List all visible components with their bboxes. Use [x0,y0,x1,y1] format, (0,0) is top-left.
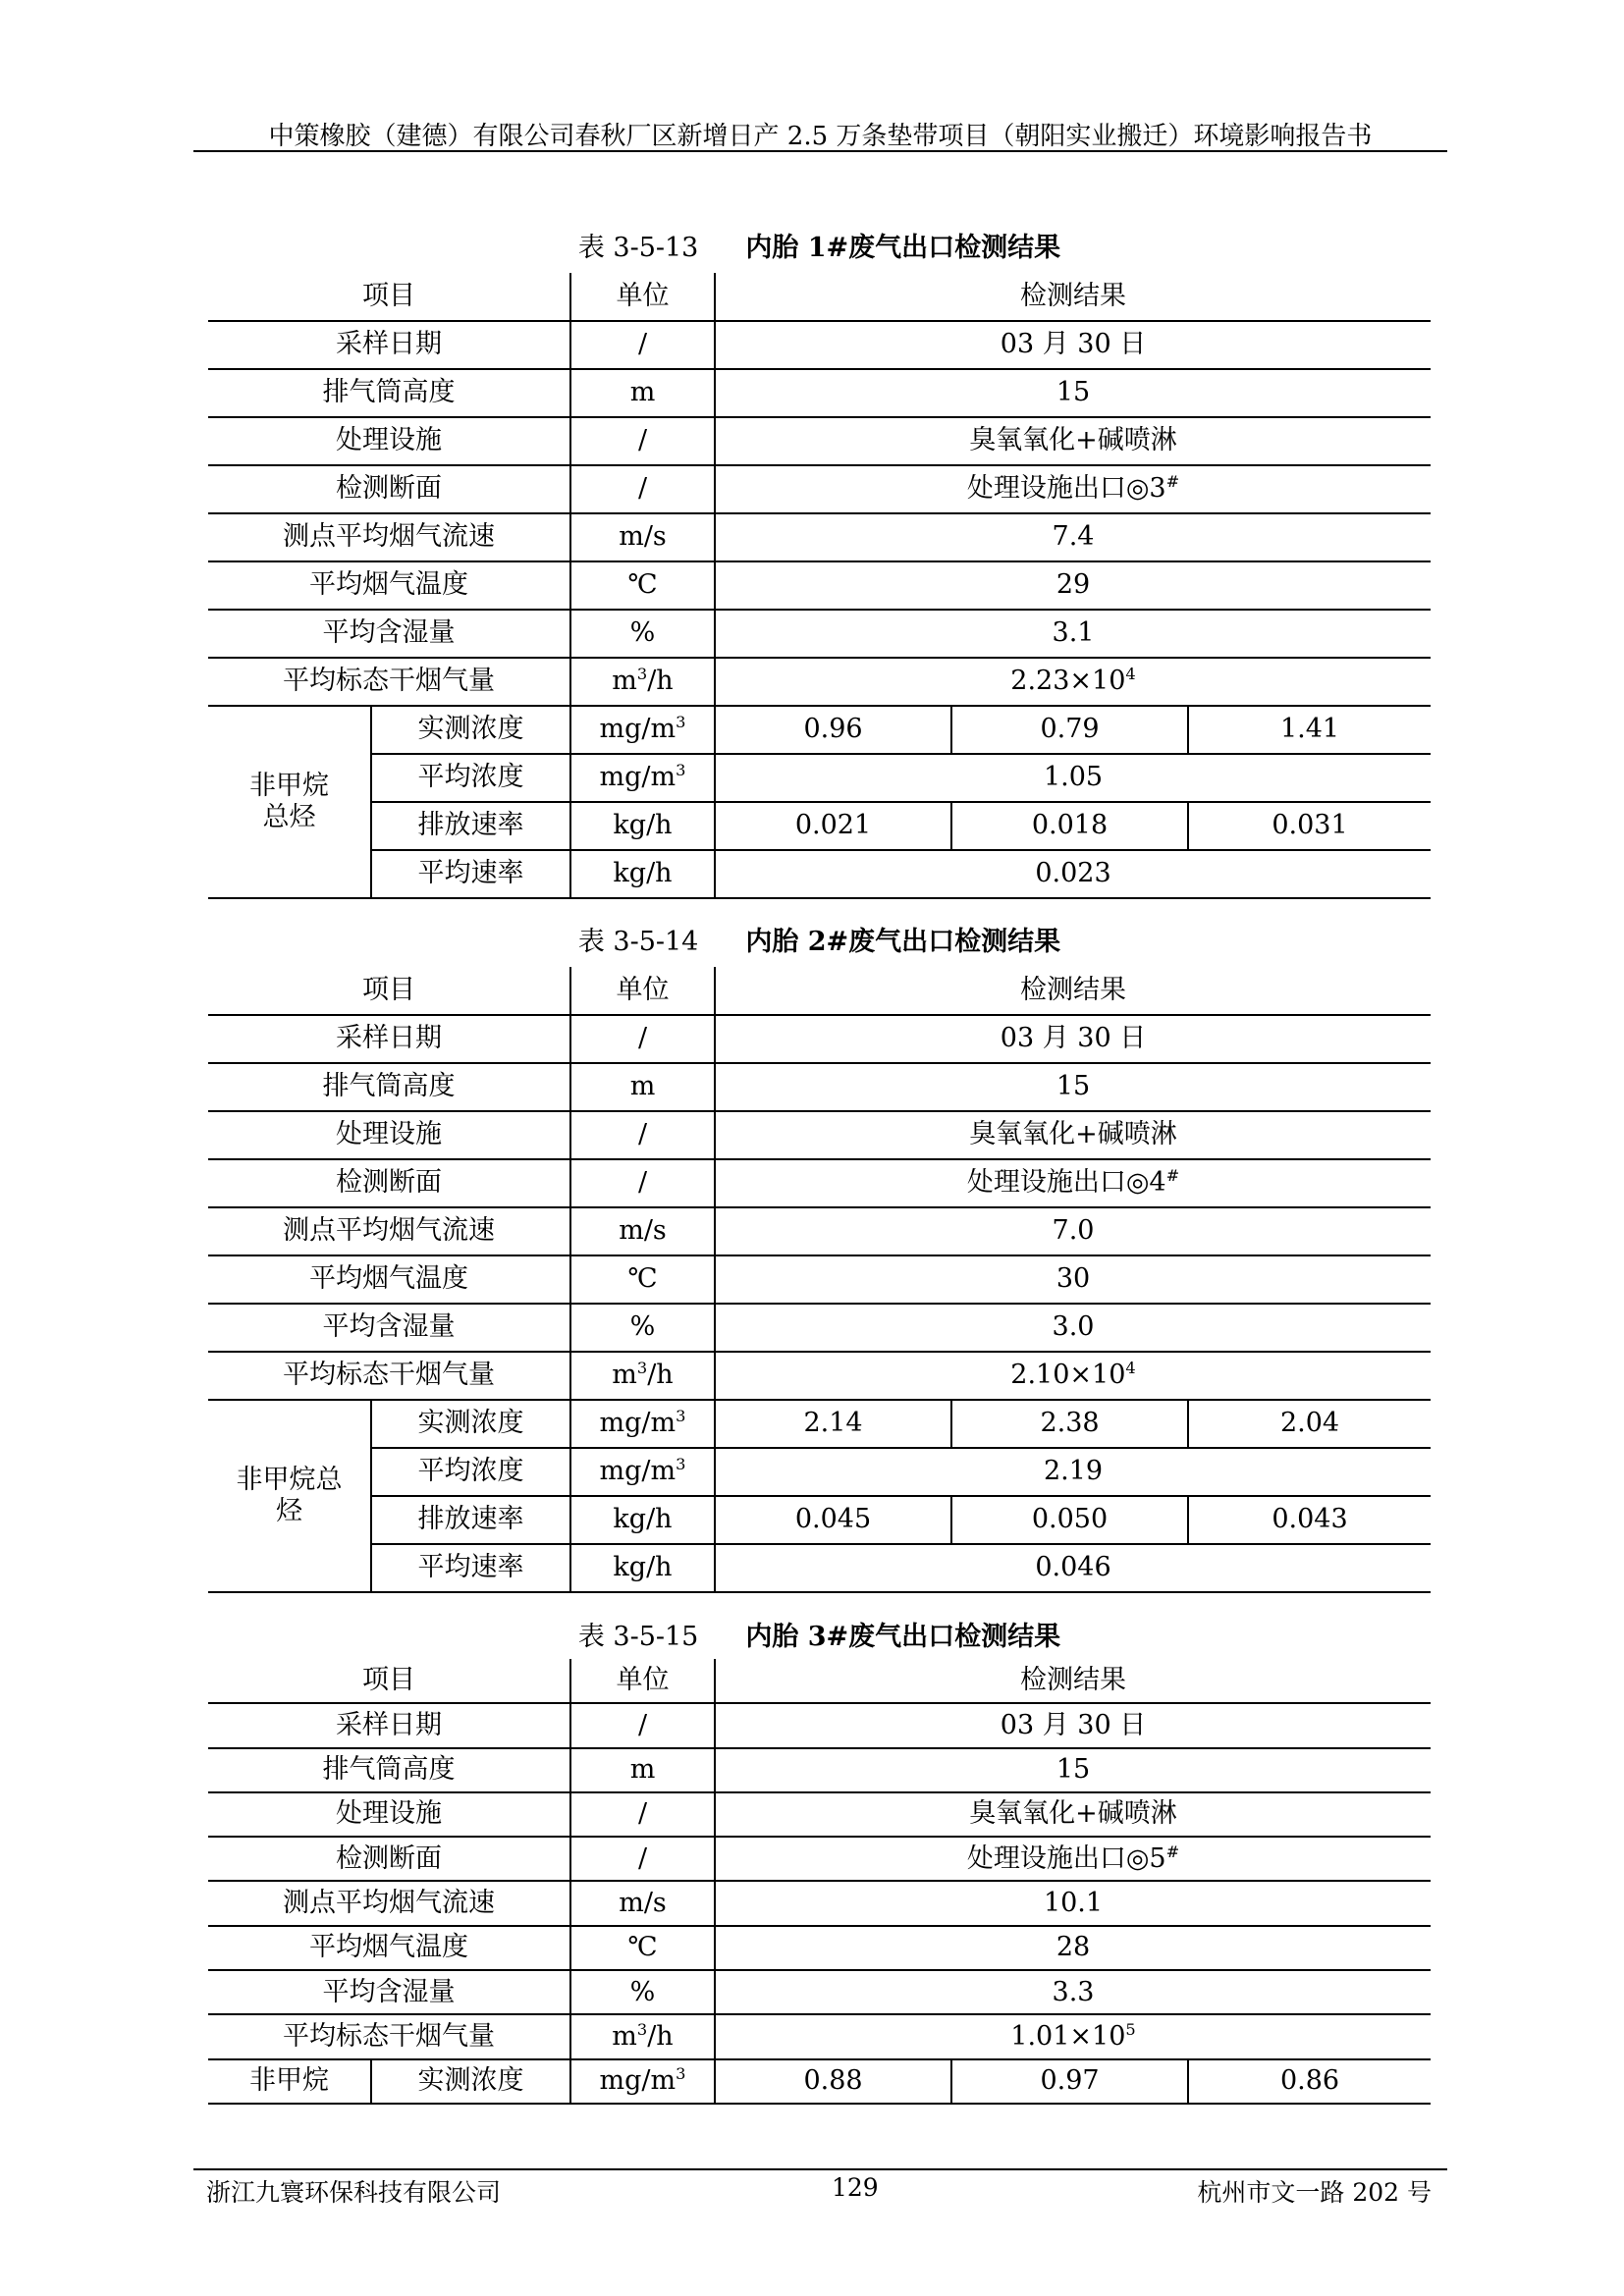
pollutant-name: 非甲烷 总烃 [208,706,371,898]
row-item: 平均含湿量 [208,1970,570,2014]
row-unit: / [570,321,715,369]
row-unit: m [570,1063,715,1111]
pollutant-value: 0.023 [715,850,1431,898]
pollutant-sample-value: 0.018 [951,802,1188,850]
pollutant-row [208,2059,1431,2104]
pollutant-sample-value: 0.86 [1188,2059,1431,2104]
footer-company: 浙江九寰环保科技有限公司 [206,2178,502,2207]
pollutant-sample-value: 2.04 [1188,1400,1431,1448]
pollutant-sample-value: 0.050 [951,1496,1188,1544]
pollutant-sample-value: 2.14 [715,1400,951,1448]
table-row [208,1015,1431,1063]
pollutant-metric: 平均速率 [371,1544,570,1592]
pollutant-row [208,850,1431,898]
table-row [208,1881,1431,1925]
pollutant-value: 0.046 [715,1544,1431,1592]
row-value: 处理设施出口◎5# [715,1837,1431,1881]
row-item: 平均含湿量 [208,1304,570,1352]
row-unit: ℃ [570,1926,715,1970]
column-header-unit: 单位 [570,1659,715,1703]
row-value: 15 [715,369,1431,417]
row-value: 臭氧氧化+碱喷淋 [715,417,1431,465]
footer-page-number: 129 [832,2173,879,2202]
results-table [208,1659,1431,2105]
pollutant-sample-value: 0.021 [715,802,951,850]
pollutant-metric: 实测浓度 [371,706,570,754]
table-row [208,561,1431,610]
row-value: 臭氧氧化+碱喷淋 [715,1111,1431,1159]
table-row [208,1255,1431,1304]
table-row [208,610,1431,658]
pollutant-metric: 实测浓度 [371,1400,570,1448]
row-item: 采样日期 [208,1015,570,1063]
pollutant-metric: 平均速率 [371,850,570,898]
pollutant-unit: $mg/m^3$ [570,2059,715,2104]
pollutant-row [208,754,1431,802]
pollutant-unit: kg/h [570,802,715,850]
row-item: 平均烟气温度 [208,1926,570,1970]
pollutant-metric: 排放速率 [371,1496,570,1544]
table-number: 表 3-5-13 [577,233,699,263]
row-unit: / [570,1703,715,1747]
row-unit: % [570,1304,715,1352]
table-row [208,321,1431,369]
row-item: 处理设施 [208,1111,570,1159]
row-item: 排气筒高度 [208,1748,570,1792]
pollutant-name: 非甲烷总 烃 [208,1400,371,1592]
row-value: 15 [715,1063,1431,1111]
row-unit: / [570,1792,715,1837]
pollutant-sample-value: 0.043 [1188,1496,1431,1544]
row-value: $1.01\times 10^5$ [715,2014,1431,2058]
row-unit: m/s [570,513,715,561]
table-row [208,369,1431,417]
row-value: $2.10\times 10^4$ [715,1352,1431,1400]
column-header-result: 检测结果 [715,967,1431,1015]
pollutant-unit: kg/h [570,1496,715,1544]
pollutant-unit: $mg/m^3$ [570,1400,715,1448]
results-table [208,273,1431,899]
row-value: 15 [715,1748,1431,1792]
header-divider [193,150,1447,152]
row-unit: / [570,417,715,465]
table-header-row [208,967,1431,1015]
pollutant-metric: 平均浓度 [371,1448,570,1496]
row-value: 10.1 [715,1881,1431,1925]
row-item: 排气筒高度 [208,1063,570,1111]
column-header-item: 项目 [208,1659,570,1703]
column-header-item: 项目 [208,967,570,1015]
column-header-unit: 单位 [570,273,715,321]
table-row [208,513,1431,561]
row-unit: ℃ [570,561,715,610]
row-item: 测点平均烟气流速 [208,513,570,561]
table-row [208,1111,1431,1159]
table-row [208,1792,1431,1837]
table-row [208,1837,1431,1881]
results-table [208,967,1431,1593]
table-row [208,1352,1431,1400]
row-item: 采样日期 [208,321,570,369]
row-unit: / [570,1015,715,1063]
table-row [208,1703,1431,1747]
pollutant-sample-value: 0.031 [1188,802,1431,850]
row-value: 臭氧氧化+碱喷淋 [715,1792,1431,1837]
row-unit: / [570,1159,715,1207]
pollutant-sample-value: 1.41 [1188,706,1431,754]
pollutant-value: 2.19 [715,1448,1431,1496]
row-unit: $m^3/h$ [570,658,715,706]
row-value: 03 月 30 日 [715,1015,1431,1063]
table-row [208,1207,1431,1255]
table-row [208,1748,1431,1792]
pollutant-row [208,1448,1431,1496]
row-item: 平均烟气温度 [208,1255,570,1304]
table-row [208,1159,1431,1207]
row-unit: $m^3/h$ [570,2014,715,2058]
row-value: 03 月 30 日 [715,321,1431,369]
row-value: 7.4 [715,513,1431,561]
row-unit: $m^3/h$ [570,1352,715,1400]
row-unit: m [570,369,715,417]
footer-divider [193,2168,1447,2170]
column-header-item: 项目 [208,273,570,321]
page-header: 中策橡胶（建德）有限公司春秋厂区新增日产 2.5 万条垫带项目（朝阳实业搬迁）环境影响报告书 [268,122,1373,151]
pollutant-sample-value: 0.97 [951,2059,1188,2104]
table-number: 表 3-5-15 [577,1622,699,1652]
table-caption [208,1615,1431,1653]
row-unit: m/s [570,1207,715,1255]
pollutant-metric: 平均浓度 [371,754,570,802]
row-unit: % [570,1970,715,2014]
table-caption [208,226,1431,264]
table-title: 内胎 3#废气出口检测结果 [745,1622,1061,1652]
row-item: 检测断面 [208,465,570,513]
row-value: 3.3 [715,1970,1431,2014]
row-unit: / [570,1111,715,1159]
row-value: 03 月 30 日 [715,1703,1431,1747]
row-item: 检测断面 [208,1837,570,1881]
pollutant-value: 1.05 [715,754,1431,802]
row-item: 采样日期 [208,1703,570,1747]
pollutant-unit: $mg/m^3$ [570,1448,715,1496]
table-header-row [208,1659,1431,1703]
pollutant-sample-value: 0.96 [715,706,951,754]
column-header-result: 检测结果 [715,1659,1431,1703]
row-item: 测点平均烟气流速 [208,1881,570,1925]
pollutant-unit: kg/h [570,1544,715,1592]
pollutant-unit: kg/h [570,850,715,898]
footer-address: 杭州市文一路 202 号 [1197,2178,1432,2207]
pollutant-row [208,706,1431,754]
row-unit: m [570,1748,715,1792]
table-header-row [208,273,1431,321]
column-header-result: 检测结果 [715,273,1431,321]
pollutant-unit: $mg/m^3$ [570,706,715,754]
pollutant-unit: $mg/m^3$ [570,754,715,802]
row-item: 处理设施 [208,417,570,465]
pollutant-name: 非甲烷 [208,2059,371,2104]
pollutant-row [208,802,1431,850]
row-item: 测点平均烟气流速 [208,1207,570,1255]
row-item: 排气筒高度 [208,369,570,417]
table-row [208,1063,1431,1111]
table-row [208,465,1431,513]
pollutant-sample-value: 2.38 [951,1400,1188,1448]
pollutant-row [208,1400,1431,1448]
table-row [208,1304,1431,1352]
table-row [208,1926,1431,1970]
pollutant-metric: 排放速率 [371,802,570,850]
row-unit: ℃ [570,1255,715,1304]
table-caption [208,920,1431,958]
pollutant-sample-value: 0.045 [715,1496,951,1544]
row-unit: / [570,1837,715,1881]
row-value: 30 [715,1255,1431,1304]
row-value: 28 [715,1926,1431,1970]
row-item: 平均含湿量 [208,610,570,658]
column-header-unit: 单位 [570,967,715,1015]
table-row [208,2014,1431,2058]
row-value: 7.0 [715,1207,1431,1255]
row-value: $2.23\times 10^4$ [715,658,1431,706]
row-item: 处理设施 [208,1792,570,1837]
row-value: 29 [715,561,1431,610]
row-value: 处理设施出口◎4# [715,1159,1431,1207]
row-item: 平均标态干烟气量 [208,1352,570,1400]
pollutant-metric: 实测浓度 [371,2059,570,2104]
table-row [208,417,1431,465]
table-row [208,1970,1431,2014]
row-item: 平均烟气温度 [208,561,570,610]
row-item: 检测断面 [208,1159,570,1207]
table-title: 内胎 1#废气出口检测结果 [745,233,1061,263]
row-value: 3.0 [715,1304,1431,1352]
pollutant-sample-value: 0.88 [715,2059,951,2104]
table-number: 表 3-5-14 [577,927,699,957]
row-unit: % [570,610,715,658]
pollutant-row [208,1496,1431,1544]
row-item: 平均标态干烟气量 [208,2014,570,2058]
row-unit: / [570,465,715,513]
pollutant-sample-value: 0.79 [951,706,1188,754]
row-value: 处理设施出口◎3# [715,465,1431,513]
row-unit: m/s [570,1881,715,1925]
row-value: 3.1 [715,610,1431,658]
pollutant-row [208,1544,1431,1592]
row-item: 平均标态干烟气量 [208,658,570,706]
table-title: 内胎 2#废气出口检测结果 [745,927,1061,957]
table-row [208,658,1431,706]
